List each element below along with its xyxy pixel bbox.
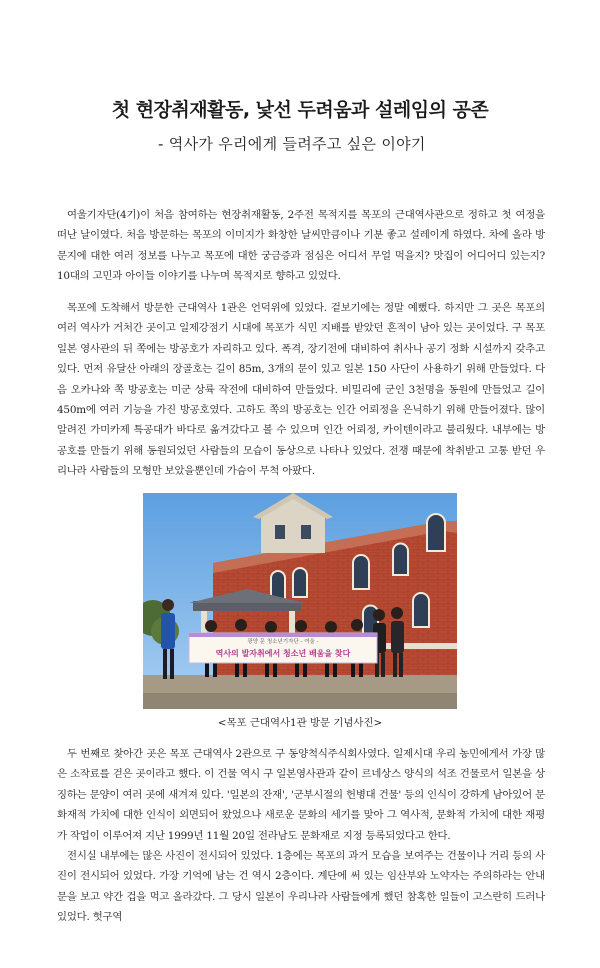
paragraph-museum-2: 두 번째로 찾아간 곳은 목포 근대역사 2관으로 구 동양척식주식회사였다. 일제시대 우리 농민에게서 가장 많은 소작료를 걷은 곳이라고 했다. 이 건물 역시 구 일본영사관과 같이 르네상스 양식의 석조 건물로서 일본을 상징하는 문양이 여러 곳에 새겨져 있다. '일본의 잔재', '군부시절의 헌병대 건물' 등의 인식이 강하게 남아있어 문화재적 가치에 대한 인식이 외면되어 왔었으나 새로운 문화의 세기를 맞아 그 역사적, 문화적 가치에 대한 재평가 작업이 이루어져 지난 1999년 11월 20일 전라남도 문화재로 지정 등록되었다고 한다. bbox=[57, 748, 545, 842]
banner-small-text: 광양 문 청소년기자단 - 여울 - bbox=[247, 639, 319, 645]
group-photo-illustration bbox=[143, 493, 457, 709]
article-title: 첫 현장취재활동, 낯선 두려움과 설레임의 공존 bbox=[111, 99, 489, 121]
group-photo bbox=[143, 493, 457, 709]
article-subtitle: - 역사가 우리에게 들려주고 싶은 이야기 bbox=[158, 135, 426, 153]
banner-main-text: 역사의 발자취에서 청소년 배움을 찾다 bbox=[215, 649, 351, 658]
paragraph-exhibition: 전시실 내부에는 많은 사진이 전시되어 있었다. 1층에는 목포의 과거 모습을 보여주는 건물이나 거리 등의 사진이 전시되어 있었다. 가장 기억에 남는 건 역시 2층이다. 계단에 써 있는 임산부와 노약자는 주의하라는 안내문을 보고 약간 겁을 먹고 올라갔다. 그 당시 일본이 우리나라 사람들에게 했던 참혹한 일들이 고스란히 드러나 있었다. 헛구역 bbox=[57, 850, 545, 924]
photo-caption: <목포 근대역사1관 방문 기념사진> bbox=[217, 717, 383, 729]
paragraph-museum-1: 목포에 도착해서 방문한 근대역사 1관은 언덕위에 있었다. 겉보기에는 정말 예뻤다. 하지만 그 곳은 목포의 여러 역사가 거처간 곳이고 일제강점기 시대에 목포가 식민 지배를 받았던 흔적이 남아 있는 곳이었다. 구 목포 일본 영사관의 뒤 쪽에는 방공호가 자리하고 있다. 폭격, 장기전에 대비하여 취사나 공기 정화 시설까지 갖추고 있다. 먼저 유달산 아래의 장골호는 길이 85m, 3개의 문이 있고 일본 150 사단이 사용하기 위해 만들었다. 다음 오카나와 쪽 방공호는 미군 상륙 작전에 대비하여 만들었다. 비밀리에 군인 3천명을 동원에 만들었고 길이 450m에 여러 기능을 가진 방공호였다. 고하도 쪽의 방공호는 인간 어뢰정을 은닉하기 위해 만들어졌다. 많이 알려진 가미카제 특공대가 바다로 옮겨갔다고 볼 수 있으며 인간 어뢰정, 카이텐이라고 불리웠다. 내부에는 방공호를 만들기 위해 동원되었던 사람들의 모습이 동상으로 나타나 있었다. 전쟁 때문에 착취받고 고통 받던 우리나라 사람들의 모형만 보았을뿐인데 가슴이 무척 아팠다. bbox=[57, 302, 545, 478]
paragraph-intro: 여울기자단(4기)이 처음 참여하는 현장취재활동, 2주전 목적지를 목포의 근대역사관으로 정하고 첫 여정을 떠난 날이였다. 처음 방문하는 목포의 이미지가 화창한 날씨만큼이나 기분 좋고 설레이게 하였다. 차에 올라 방문지에 대한 여러 정보를 나누고 목포에 대한 궁금증과 점심은 어디서 무얼 먹을지? 맛집이 어디어디 있는지? 10대의 고민과 아이들 이야기를 나누며 목적지로 향하고 있었다. bbox=[57, 209, 545, 283]
